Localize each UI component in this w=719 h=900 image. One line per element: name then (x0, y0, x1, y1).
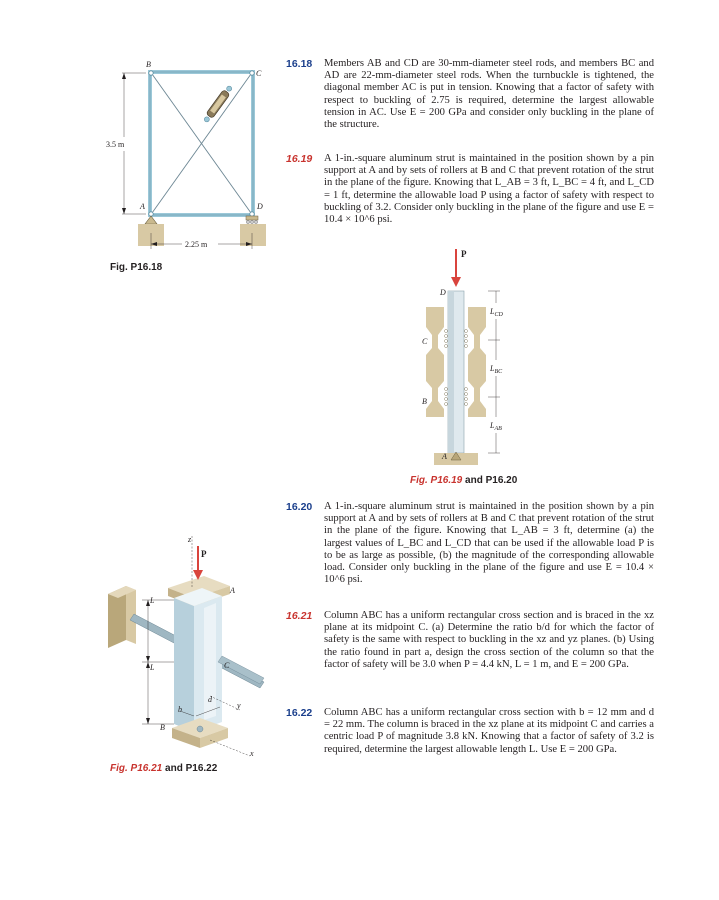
label-d: D (257, 202, 263, 211)
axis-y: y (237, 701, 241, 710)
problem-number: 16.18 (286, 58, 313, 70)
roller-support-d (240, 216, 266, 246)
label-a: A (230, 586, 235, 595)
problem-text: A 1-in.-square aluminum strut is maintained in the position shown by a pin support at A and by sets of rollers at B and C that prevent rotation of the strut in the plane of the figure. Knowing that L_AB = 3 ft, determine (a) the largest values of L_BC and L_CD that can be used if the allowable load P is to be as large as possible, (b) the magnitude of the corresponding allowable load. Consider only buckling in the plane of the figure and use E = 10.4 × 10^6 psi. (324, 501, 654, 586)
label-p: P (201, 549, 207, 559)
problem-text: Members AB and CD are 30-mm-diameter steel rods, and members BC and AD are 22-mm-diameter steel rods. When the turnbuckle is tightened, the diagonal member AC is put in tension. Knowing that a factor of safety with respect to buckling of 2.75 is required, determine the largest allowable tension in AC. Use E = 200 GPa and consider only buckling in the plane of the structure. (324, 58, 654, 131)
dimension-b: b (178, 705, 182, 714)
label-p: P (461, 249, 467, 259)
guide-left (426, 307, 444, 417)
dimension-l-upper: L (150, 596, 155, 605)
dimension-lab: $L_{AB}$ (490, 421, 502, 432)
problem-number: 16.21 (286, 610, 313, 622)
dimension-l-lower: L (150, 663, 155, 672)
label-b: B (422, 397, 427, 406)
label-c: C (256, 69, 262, 78)
axis-x: x (250, 749, 254, 758)
problem-number: 16.19 (286, 153, 313, 165)
axis-z: z (188, 535, 192, 544)
problem-text: Column ABC has a uniform rectangular cross section and is braced in the xz plane at its midpoint C. (a) Determine the ratio b/d for which the factor of safety is the same with respect to buckling in the xz and yz planes. (b) Using the ratio found in part a, design the cross section of the column so that the factor of safety will be 3.0 when P = 4.4 kN, L = 1 m, and E = 200 GPa. (324, 610, 654, 670)
dimension-height: 3.5 m (106, 140, 125, 149)
figure-p16-21 (100, 528, 285, 758)
problem-text: Column ABC has a uniform rectangular cross section with b = 12 mm and d = 22 mm. The column is braced in the xz plane at its midpoint C and carries a centric load P of magnitude 3.8 kN. Knowing that a factor of safety of 3.2 is required, determine the largest allowable length L. Use E = 200 GPa. (324, 707, 654, 755)
caption-p16-18: Fig. P16.18 (110, 262, 163, 273)
guide-right (468, 307, 486, 417)
dimension-lcd: $L_{CD}$ (490, 307, 503, 318)
caption-p16-19: Fig. P16.19 and P16.20 (410, 475, 518, 486)
label-c: C (224, 661, 230, 670)
label-a: A (140, 202, 145, 211)
dimension-lbc: $L_{BC}$ (490, 364, 503, 375)
caption-p16-21: Fig. P16.21 and P16.22 (110, 763, 218, 774)
label-c: C (422, 337, 428, 346)
label-b: B (146, 60, 151, 69)
problem-text: A 1-in.-square aluminum strut is maintained in the position shown by a pin support at A and by sets of rollers at B and C that prevent rotation of the strut in the plane of the figure. Knowing that L_AB = 3 ft, L_BC = 4 ft, and L_CD = 1 ft, determine the allowable load P using a factor of safety with respect to buckling of 3.2. Consider only buckling in the plane of the figure and use E = 10.4 × 10^6 psi. (324, 153, 654, 226)
label-b: B (160, 723, 165, 732)
label-a: A (442, 452, 447, 461)
figure-p16-19 (420, 245, 530, 467)
problem-number: 16.20 (286, 501, 313, 513)
dimension-d: d (208, 695, 212, 704)
dimension-width: 2.25 m (185, 240, 208, 249)
figure-p16-18 (100, 55, 285, 280)
label-d: D (440, 288, 446, 297)
problem-number: 16.22 (286, 707, 313, 719)
